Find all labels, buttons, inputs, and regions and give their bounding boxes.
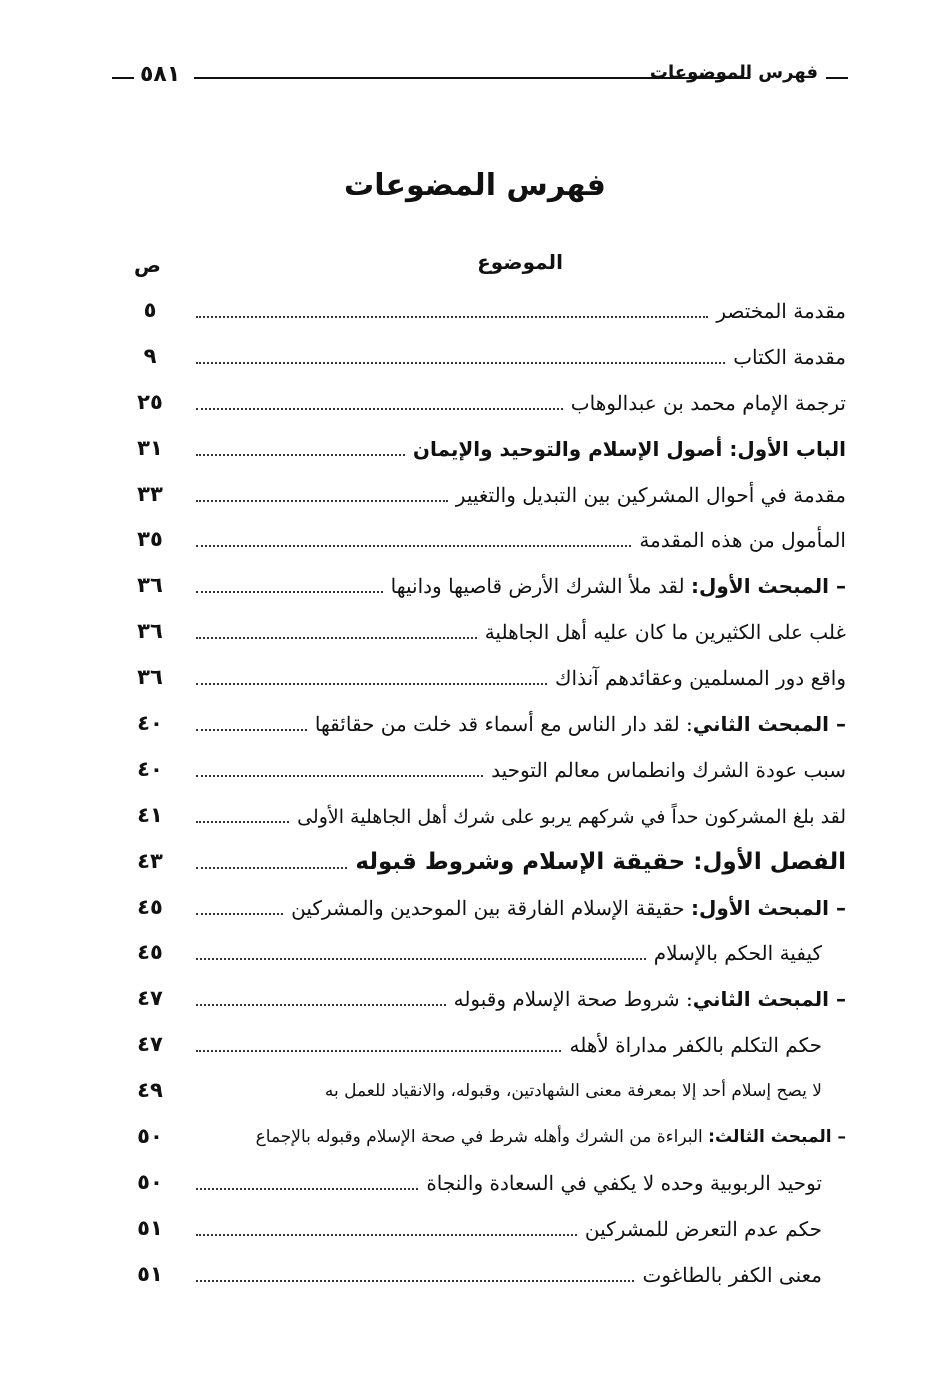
toc-list [0, 290, 950, 1300]
toc-page-number: ٤٠ [137, 756, 163, 781]
toc-entry [0, 795, 950, 841]
toc-entry [0, 382, 950, 428]
dot-leader [196, 434, 405, 456]
toc-page-number: ٣٦ [137, 573, 163, 598]
toc-title: معنى الكفر بالطاغوت [642, 1262, 822, 1287]
dot-leader [196, 1260, 634, 1282]
toc-title: ترجمة الإمام محمد بن عبدالوهاب [570, 390, 846, 415]
toc-page-number: ٤٧ [137, 1032, 163, 1057]
toc-title: توحيد الربوبية وحده لا يكفي في السعادة والنجاة [426, 1170, 822, 1195]
toc-entry [0, 657, 950, 703]
dot-leader [196, 1122, 248, 1142]
toc-page-number: ٥٠ [137, 1124, 163, 1149]
toc-page-number: ٥ [143, 298, 157, 322]
dot-leader [196, 1214, 577, 1236]
dot-leader [196, 525, 631, 547]
header-title: فهرس الموضوعات [649, 62, 818, 83]
toc-entry [0, 1116, 950, 1162]
dot-leader [196, 617, 477, 639]
toc-title: – المبحث الأول: لقد ملأ الشرك الأرض قاصيها ودانيها [390, 574, 846, 599]
toc-entry [0, 565, 950, 611]
running-header [112, 62, 848, 94]
toc-title: الفصل الأول: حقيقة الإسلام وشروط قبوله [355, 848, 846, 875]
toc-page-number: ٤٧ [137, 986, 163, 1011]
toc-title: مقدمة في أحوال المشركين بين التبديل والتغيير [455, 482, 846, 507]
toc-title: غلب على الكثيرين ما كان عليه أهل الجاهلية [484, 620, 846, 645]
dot-leader [196, 342, 725, 364]
toc-entry-chapter-heading [0, 841, 950, 887]
toc-title: حكم التكلم بالكفر مداراة لأهله [569, 1033, 822, 1058]
dot-leader [196, 1076, 317, 1096]
dot-leader [196, 709, 307, 731]
toc-title: لقد بلغ المشركون حداً في شركهم يربو على شرك أهل الجاهلية الأولى [297, 805, 846, 828]
toc-entry [0, 978, 950, 1024]
toc-entry [0, 474, 950, 520]
toc-entry [0, 1254, 950, 1300]
toc-entry [0, 1162, 950, 1208]
toc-title: لا يصح إسلام أحد إلا بمعرفة معنى الشهادتين، وقبوله، والانقياد للعمل به [324, 1081, 822, 1102]
toc-entry-section-heading [0, 428, 950, 474]
toc-entry [0, 290, 950, 336]
dot-leader [196, 893, 283, 915]
toc-page-number: ٥٠ [137, 1169, 163, 1194]
dot-leader [196, 663, 547, 685]
column-header-page: ص [134, 253, 161, 277]
toc-page-number: ٣١ [137, 435, 163, 460]
toc-entry [0, 519, 950, 565]
toc-page-number: ٤٥ [137, 894, 163, 919]
toc-entry [0, 336, 950, 382]
dot-leader [196, 388, 563, 410]
toc-entry [0, 932, 950, 978]
toc-title: سبب عودة الشرك وانطماس معالم التوحيد [491, 757, 846, 782]
header-dash-left [112, 77, 134, 79]
toc-page-number: ٣٦ [137, 665, 163, 690]
toc-entry [0, 703, 950, 749]
toc-entry [0, 611, 950, 657]
toc-title: حكم عدم التعرض للمشركين [584, 1216, 822, 1241]
toc-entry [0, 887, 950, 933]
dot-leader [196, 1030, 561, 1052]
toc-entry [0, 1024, 950, 1070]
dot-leader [196, 296, 708, 318]
toc-title: – المبحث الثاني: لقد دار الناس مع أسماء قد خلت من حقائقها [314, 712, 846, 737]
dot-leader [196, 984, 446, 1006]
toc-page-number: ٤٠ [137, 711, 163, 736]
header-dash-right [826, 77, 848, 79]
toc-page-number: ٥١ [137, 1261, 163, 1286]
toc-title: مقدمة الكتاب [733, 344, 846, 369]
toc-title: واقع دور المسلمين وعقائدهم آنذاك [555, 666, 846, 691]
page-title: فهرس المضوعات [344, 168, 606, 203]
dot-leader [196, 480, 448, 502]
dot-leader [196, 938, 646, 960]
toc-title: مقدمة المختصر [716, 299, 846, 323]
dot-leader [196, 1168, 418, 1190]
toc-page-number: ٢٥ [137, 389, 163, 414]
toc-page-number: ٣٥ [137, 527, 163, 552]
toc-page-number: ٤٩ [137, 1078, 163, 1103]
toc-title: الباب الأول: أصول الإسلام والتوحيد والإيمان [412, 436, 846, 461]
toc-page-number: ٩ [143, 343, 157, 368]
toc-page-number: ٤١ [137, 802, 163, 827]
column-header-topic: الموضوع [477, 250, 563, 274]
toc-page-number: ٣٣ [137, 481, 163, 506]
dot-leader [196, 755, 483, 777]
toc-title: المأمول من هذه المقدمة [639, 528, 846, 553]
toc-page-number: ٥١ [137, 1215, 163, 1240]
toc-title: كيفية الحكم بالإسلام [653, 941, 822, 966]
dot-leader [196, 571, 383, 593]
toc-entry [0, 1070, 950, 1116]
toc-page-number: ٤٥ [137, 940, 163, 965]
dot-leader [196, 847, 347, 869]
toc-page-number: ٤٣ [137, 848, 163, 873]
toc-title: – المبحث الأول: حقيقة الإسلام الفارقة بين الموحدين والمشركين [291, 895, 846, 920]
dot-leader [196, 801, 289, 823]
toc-title: – المبحث الثاني: شروط صحة الإسلام وقبوله [453, 987, 846, 1012]
header-page-number: ٥٨١ [140, 62, 181, 87]
toc-entry [0, 1208, 950, 1254]
toc-entry [0, 749, 950, 795]
toc-page-number: ٣٦ [137, 619, 163, 644]
toc-title: – المبحث الثالث: البراءة من الشرك وأهله شرط في صحة الإسلام وقبوله بالإجماع [255, 1127, 846, 1148]
